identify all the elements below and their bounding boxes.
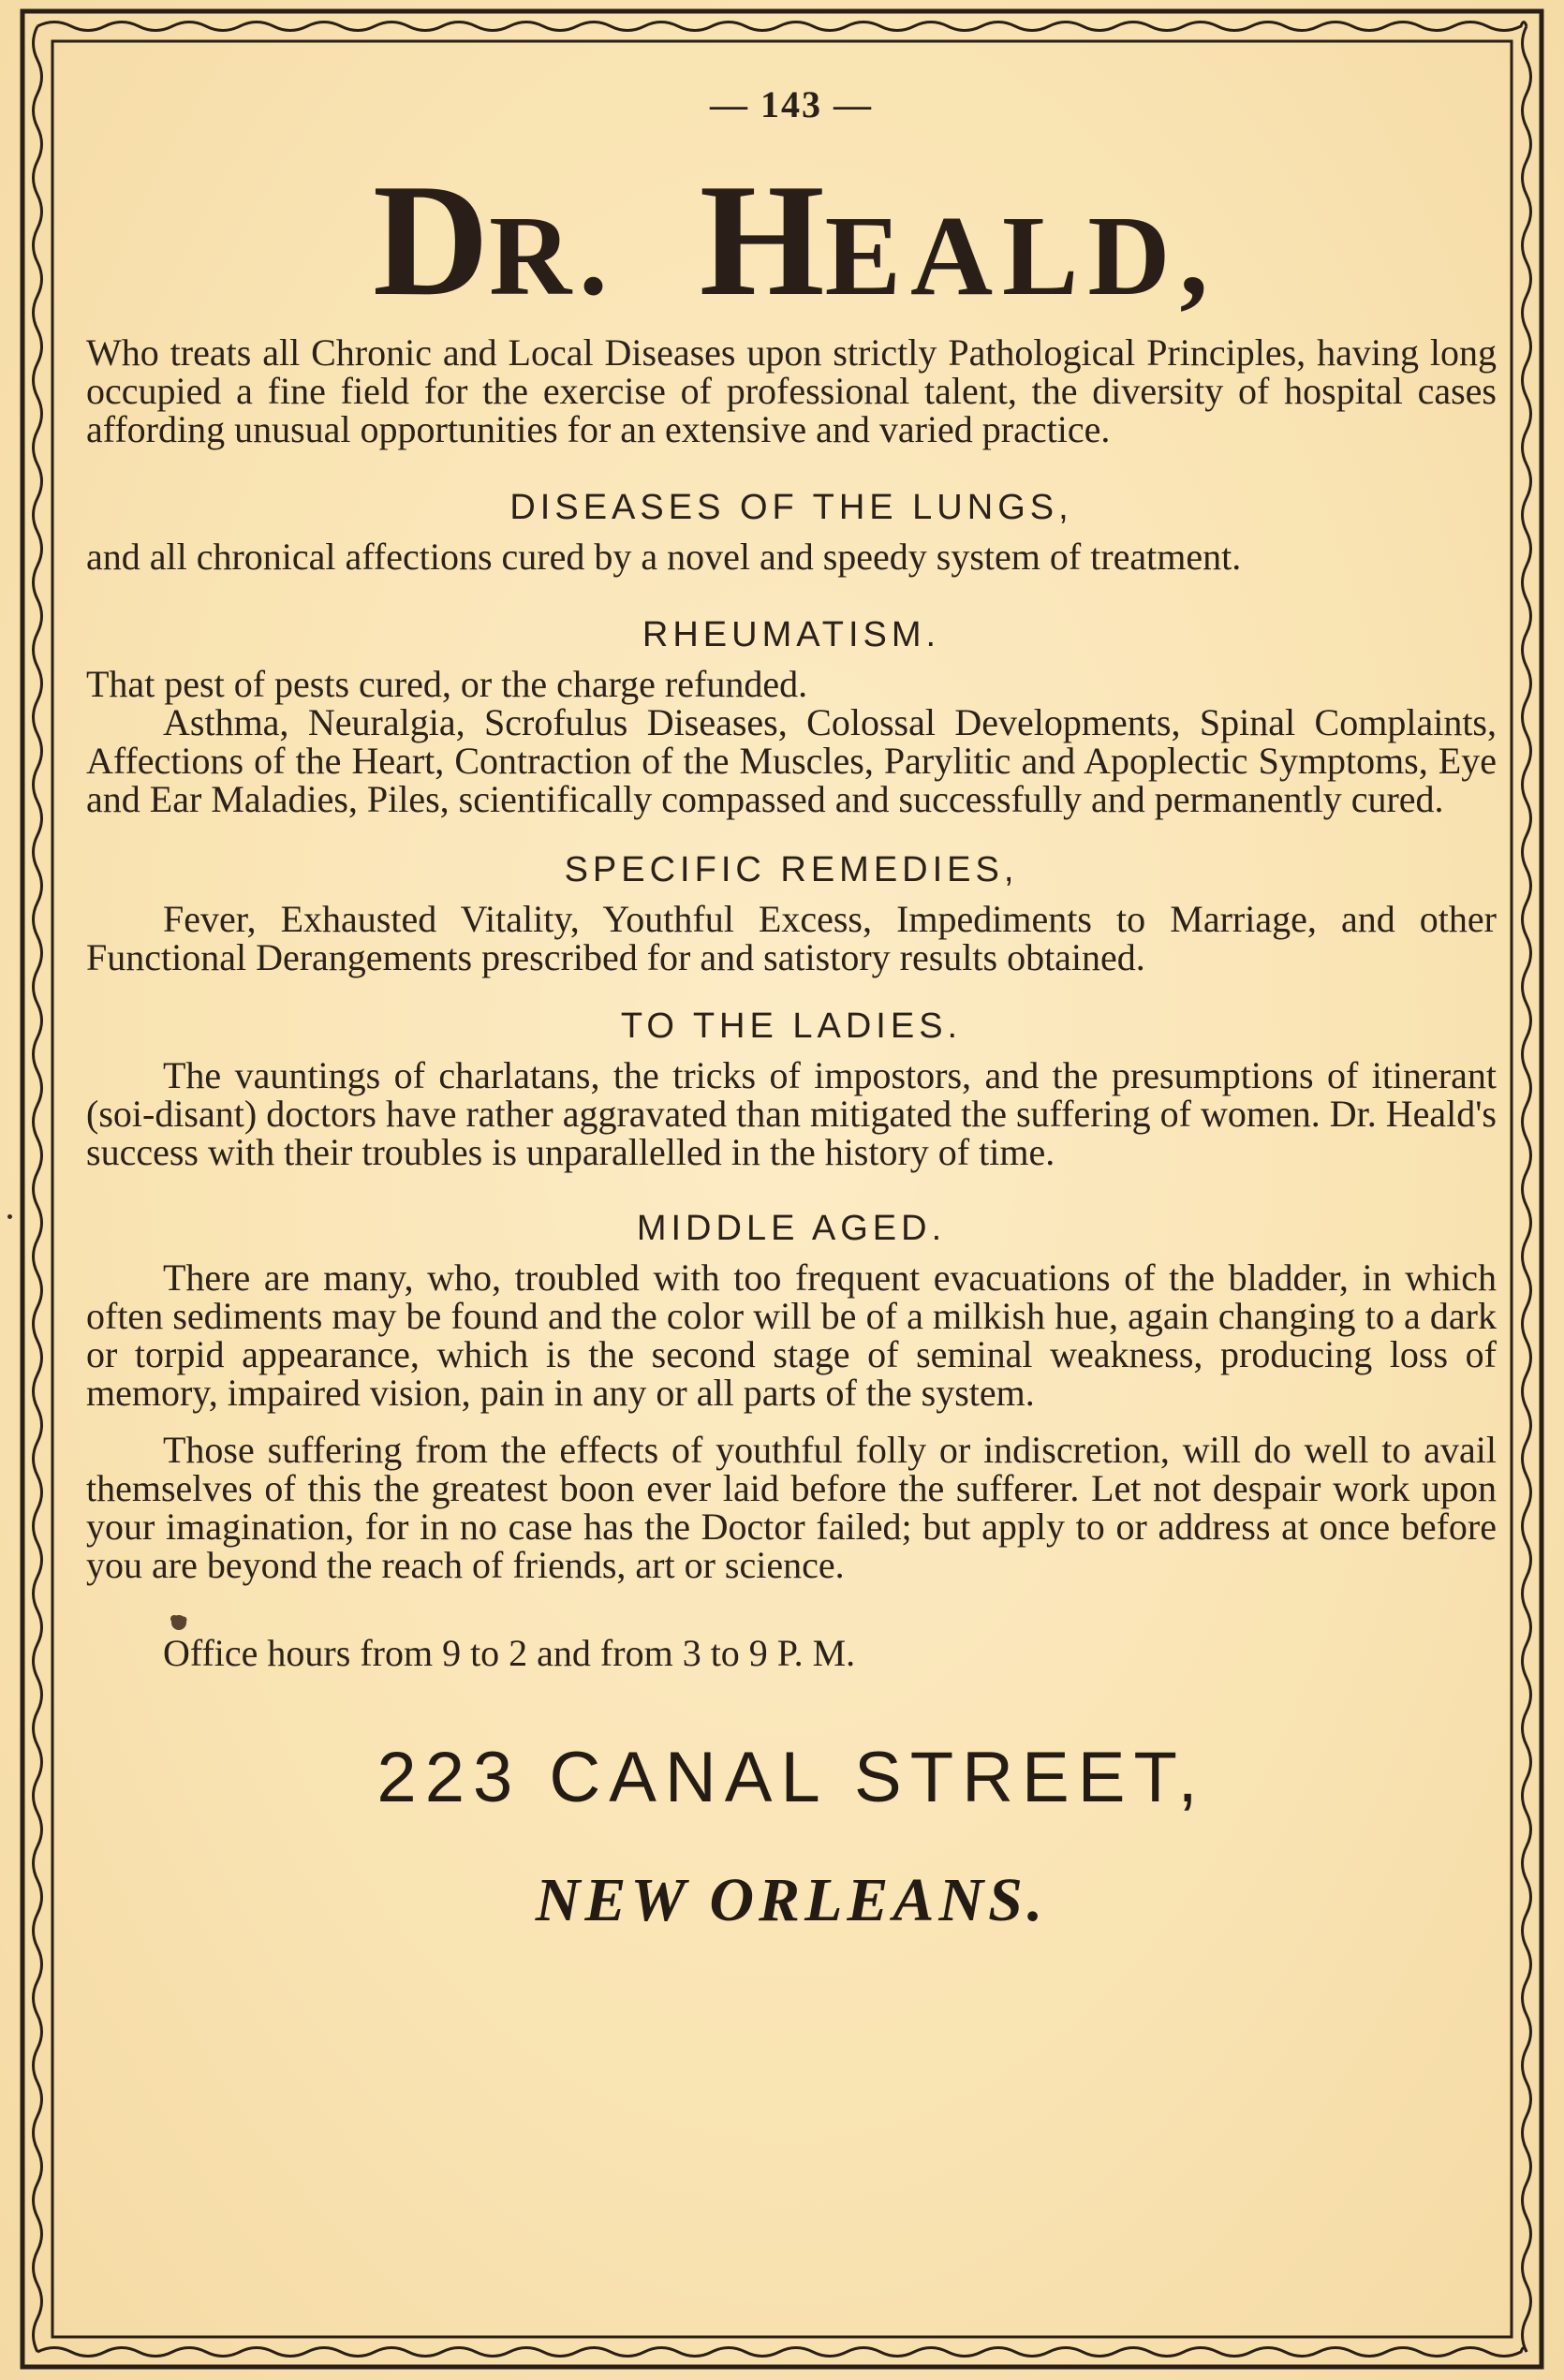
heading-specific-remedies: SPECIFIC REMEDIES,	[564, 850, 1019, 889]
advertisement-content	[86, 66, 1497, 1936]
paragraph-lungs: and all chronical affections cured by a novel and speedy system of treatment.	[86, 536, 1242, 578]
heading-lungs: DISEASES OF THE LUNGS,	[509, 488, 1073, 527]
name-last-initial: H	[699, 152, 825, 322]
office-hours	[86, 1631, 1497, 1675]
paragraph-ladies: The vauntings of charlatans, the tricks of impostors, and the presumptions of itinerant (soi-disant) doctors have rather aggravated than mitigated the suffering of women. Dr. Heald's success with their troubles is unparallelled in the history of time.	[86, 1054, 1497, 1173]
name-first-rest: R.	[489, 193, 615, 319]
paragraph-rheumatism-lead: That pest of pests cured, or the charge refunded.	[86, 663, 808, 705]
street-address: 223 CANAL STREET,	[376, 1738, 1206, 1817]
stray-ink-dot	[7, 1214, 12, 1219]
paragraph-middle-aged: There are many, who, troubled with too frequent evacuations of the bladder, in which often sediments may be found and the color will be of a milkish hue, again changing to a dark or torpid appearance, which is the second stage of seminal weakness, producing loss of memory, impaired vision, pain in any or all parts of the system.	[86, 1256, 1497, 1414]
office-hours-text: Office hours from 9 to 2 and from 3 to 9 P. M.	[163, 1632, 856, 1674]
name-first-initial: D	[372, 152, 490, 322]
intro-paragraph: Who treats all Chronic and Local Diseases upon strictly Pathological Principles, having long occupied a fine field for the exercise of professional talent, the diversity of hospital cases affording unusual opportunities for an extensive and varied practice.	[86, 331, 1497, 450]
paragraph-specific-remedies: Fever, Exhausted Vitality, Youthful Excess, Impediments to Marriage, and other Functional Derangements prescribed for and satistory results obtained.	[86, 898, 1497, 978]
heading-middle-aged: MIDDLE AGED.	[636, 1209, 947, 1248]
doctor-name	[373, 152, 1217, 322]
paragraph-youthful-folly: Those suffering from the effects of youthful folly or indiscretion, will do well to avail themselves of this the greatest boon ever laid before the sufferer. Let not despair work upon your imagination, for in no case has the Doctor failed; but apply to or address at once before you are beyond the reach of friends, art or science.	[86, 1429, 1497, 1586]
city-name: NEW ORLEANS.	[535, 1866, 1048, 1934]
ink-blot-icon	[169, 1612, 189, 1633]
masthead	[86, 135, 1497, 322]
heading-rheumatism: RHEUMATISM.	[642, 615, 941, 654]
paragraph-rheumatism-list: Asthma, Neuralgia, Scrofulus Diseases, Colossal Developments, Spinal Complaints, Affections of the Heart, Contraction of the Muscles, Parylitic and Apoplectic Symptoms, Eye and Ear Maladies, Piles, scientifically compassed and successfully and permanently cured.	[86, 701, 1497, 820]
page-number: — 143 —	[710, 83, 873, 125]
masthead-title	[86, 135, 1497, 322]
heading-ladies: TO THE LADIES.	[620, 1006, 963, 1046]
name-last-rest: EALD,	[824, 193, 1218, 319]
